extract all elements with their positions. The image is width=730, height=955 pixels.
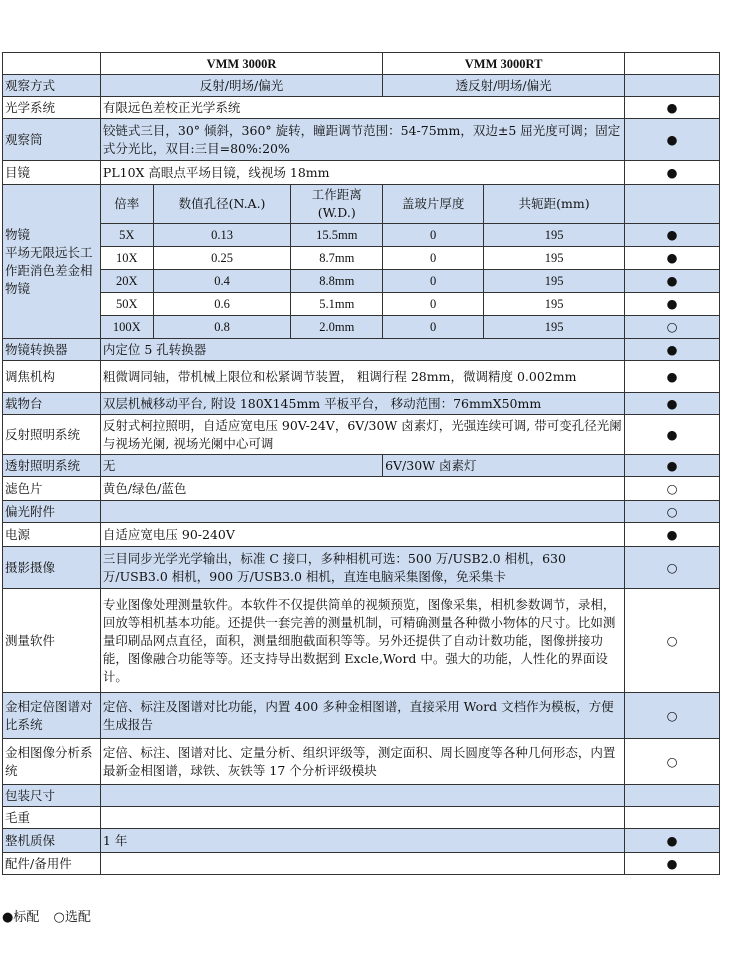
objective-row: [3, 247, 720, 270]
label-software: 测量软件: [3, 589, 101, 693]
objective-row: [3, 224, 720, 247]
mark-stage: ●: [625, 393, 720, 415]
objective-conj: 195: [484, 293, 625, 316]
value-optical: 有限远色差校正光学系统: [100, 97, 624, 119]
row-tube: [3, 119, 720, 161]
objective-cover: 0: [383, 224, 484, 247]
mark-warranty: ●: [625, 829, 720, 853]
value-polar: [100, 501, 624, 523]
mark-software: ○: [625, 589, 720, 693]
label-accessory: 配件/备用件: [3, 853, 101, 875]
value-nosepiece: 内定位 5 孔转换器: [100, 339, 624, 361]
row-observe: [3, 75, 720, 97]
value-warranty: 1 年: [100, 829, 624, 853]
row-software: [3, 589, 720, 693]
value-accessory: [100, 853, 624, 875]
mark-weight: [625, 807, 720, 829]
value-analysis: 定倍、标注、图谱对比、定量分析、组织评级等，测定面积、周长圆度等各种几何形态，内置最新金相图谱，球铁、灰铁等 17 个分析评级模块: [100, 739, 624, 785]
mark-camera: ○: [625, 547, 720, 589]
row-focus: [3, 361, 720, 393]
objective-na: 0.4: [153, 270, 291, 293]
objective-mark: ●: [625, 293, 720, 316]
mark-package: [625, 785, 720, 807]
objective-wd: 8.7mm: [291, 247, 383, 270]
row-polar: [3, 501, 720, 523]
row-filter: [3, 477, 720, 501]
objective-col-na: 数值孔径(N.A.): [153, 185, 291, 224]
value-package: [100, 785, 624, 807]
value-focus: 粗微调同轴，带机械上限位和松紧调节装置， 粗调行程 28mm，微调精度 0.002mm: [100, 361, 624, 393]
spec-table: [2, 52, 720, 875]
objective-cover: 0: [383, 316, 484, 339]
objective-mag: 20X: [100, 270, 153, 293]
objective-na: 0.13: [153, 224, 291, 247]
label-optical: 光学系统: [3, 97, 101, 119]
objective-col-conj: 共轭距(mm): [484, 185, 625, 224]
transmit-a: 无: [100, 455, 382, 477]
mark-reflect: ●: [625, 415, 720, 455]
mark-power: ●: [625, 523, 720, 547]
objective-col-wd: 工作距离(W.D.): [291, 185, 383, 224]
label-filter: 滤色片: [3, 477, 101, 501]
mark-filter: ○: [625, 477, 720, 501]
objective-col-cover: 盖玻片厚度: [383, 185, 484, 224]
row-optical: [3, 97, 720, 119]
objective-wd: 5.1mm: [291, 293, 383, 316]
mark-atlas: ○: [625, 693, 720, 739]
row-weight: [3, 807, 720, 829]
label-transmit: 透射照明系统: [3, 455, 101, 477]
objective-na: 0.8: [153, 316, 291, 339]
value-stage: 双层机械移动平台, 附设 180X145mm 平板平台， 移动范围：76mmX50mm: [100, 393, 624, 415]
objective-header-mark: [625, 185, 720, 224]
row-transmit: [3, 455, 720, 477]
objective-na: 0.6: [153, 293, 291, 316]
objective-mark: ●: [625, 270, 720, 293]
row-stage: [3, 393, 720, 415]
objective-mark: ●: [625, 224, 720, 247]
label-reflect: 反射照明系统: [3, 415, 101, 455]
objective-mag: 50X: [100, 293, 153, 316]
header-row: [3, 53, 720, 75]
objective-wd: 2.0mm: [291, 316, 383, 339]
label-tube: 观察筒: [3, 119, 101, 161]
value-filter: 黄色/绿色/蓝色: [100, 477, 624, 501]
label-observe: 观察方式: [3, 75, 101, 97]
value-atlas: 定倍、标注及图谱对比功能，内置 400 多种金相图谱，直接采用 Word 文档作为模板，方便生成报告: [100, 693, 624, 739]
mark-focus: ●: [625, 361, 720, 393]
objective-mark: ●: [625, 247, 720, 270]
label-objective: 物镜 平场无限远长工作距消色差金相物镜: [3, 185, 101, 339]
model-b-header: VMM 3000RT: [383, 53, 625, 75]
label-camera: 摄影摄像: [3, 547, 101, 589]
label-eyepiece: 目镜: [3, 161, 101, 185]
objective-mag: 100X: [100, 316, 153, 339]
label-analysis: 金相图像分析系统: [3, 739, 101, 785]
transmit-b: 6V/30W 卤素灯: [383, 455, 625, 477]
value-eyepiece: PL10X 高眼点平场目镜，线视场 18mm: [100, 161, 624, 185]
value-weight: [100, 807, 624, 829]
objective-wd: 15.5mm: [291, 224, 383, 247]
row-package: [3, 785, 720, 807]
objective-row: [3, 270, 720, 293]
objective-header-row: [3, 185, 720, 224]
mark-analysis: ○: [625, 739, 720, 785]
row-atlas: [3, 693, 720, 739]
legend: [2, 906, 101, 925]
value-tube: 铰链式三目，30° 倾斜，360° 旋转，瞳距调节范围：54-75mm，双边±5 屈光度可调；固定式分光比，双目:三目=80%:20%: [100, 119, 624, 161]
objective-mag: 10X: [100, 247, 153, 270]
observe-b: 透反射/明场/偏光: [383, 75, 625, 97]
objective-cover: 0: [383, 293, 484, 316]
objective-na: 0.25: [153, 247, 291, 270]
objective-cover: 0: [383, 270, 484, 293]
row-analysis: [3, 739, 720, 785]
label-atlas: 金相定倍图谱对比系统: [3, 693, 101, 739]
row-accessory: [3, 853, 720, 875]
mark-tube: ●: [625, 119, 720, 161]
objective-conj: 195: [484, 270, 625, 293]
row-nosepiece: [3, 339, 720, 361]
objective-mag: 5X: [100, 224, 153, 247]
objective-mark: ○: [625, 316, 720, 339]
mark-accessory: ●: [625, 853, 720, 875]
objective-conj: 195: [484, 224, 625, 247]
mark-polar: ○: [625, 501, 720, 523]
label-weight: 毛重: [3, 807, 101, 829]
spec-sheet: [2, 52, 720, 875]
objective-wd: 8.8mm: [291, 270, 383, 293]
row-reflect: [3, 415, 720, 455]
objective-conj: 195: [484, 247, 625, 270]
row-camera: [3, 547, 720, 589]
value-software: 专业图像处理测量软件。本软件不仅提供简单的视频预览，图像采集，相机参数调节，录相，回放等相机基本功能。还提供一套完善的测量机制，可精确测量各种微小物体的尺寸。比如测量印刷品网点直径，面积，测量细胞截面积等等。另外还提供了自动计数功能，图像拼接功能，图像融合功能等等。还支持导出数据到 Excle,Word 中。强大的功能，人性化的界面设计。: [100, 589, 624, 693]
label-nosepiece: 物镜转换器: [3, 339, 101, 361]
objective-row: [3, 316, 720, 339]
observe-a: 反射/明场/偏光: [100, 75, 382, 97]
legend-standard: ●标配: [2, 910, 40, 925]
mark-transmit: ●: [625, 455, 720, 477]
mark-optical: ●: [625, 97, 720, 119]
label-package: 包装尺寸: [3, 785, 101, 807]
value-power: 自适应宽电压 90-240V: [100, 523, 624, 547]
objective-cover: 0: [383, 247, 484, 270]
objective-row: [3, 293, 720, 316]
row-warranty: [3, 829, 720, 853]
value-camera: 三目同步光学光学输出，标准 C 接口，多种相机可选：500 万/USB2.0 相机，630 万/USB3.0 相机，900 万/USB3.0 相机，直连电脑采集图像，免采集卡: [100, 547, 624, 589]
row-power: [3, 523, 720, 547]
model-a-header: VMM 3000R: [100, 53, 382, 75]
label-polar: 偏光附件: [3, 501, 101, 523]
mark-nosepiece: ●: [625, 339, 720, 361]
objective-conj: 195: [484, 316, 625, 339]
objective-col-mag: 倍率: [100, 185, 153, 224]
label-power: 电源: [3, 523, 101, 547]
label-stage: 载物台: [3, 393, 101, 415]
label-warranty: 整机质保: [3, 829, 101, 853]
header-mark: [625, 53, 720, 75]
mark-eyepiece: ●: [625, 161, 720, 185]
header-empty: [3, 53, 101, 75]
legend-optional: ○选配: [53, 910, 91, 925]
row-eyepiece: [3, 161, 720, 185]
observe-mark: [625, 75, 720, 97]
label-focus: 调焦机构: [3, 361, 101, 393]
value-reflect: 反射式柯拉照明，自适应宽电压 90V-24V，6V/30W 卤素灯，光强连续可调, 带可变孔径光阑与视场光阑, 视场光阑中心可调: [100, 415, 624, 455]
